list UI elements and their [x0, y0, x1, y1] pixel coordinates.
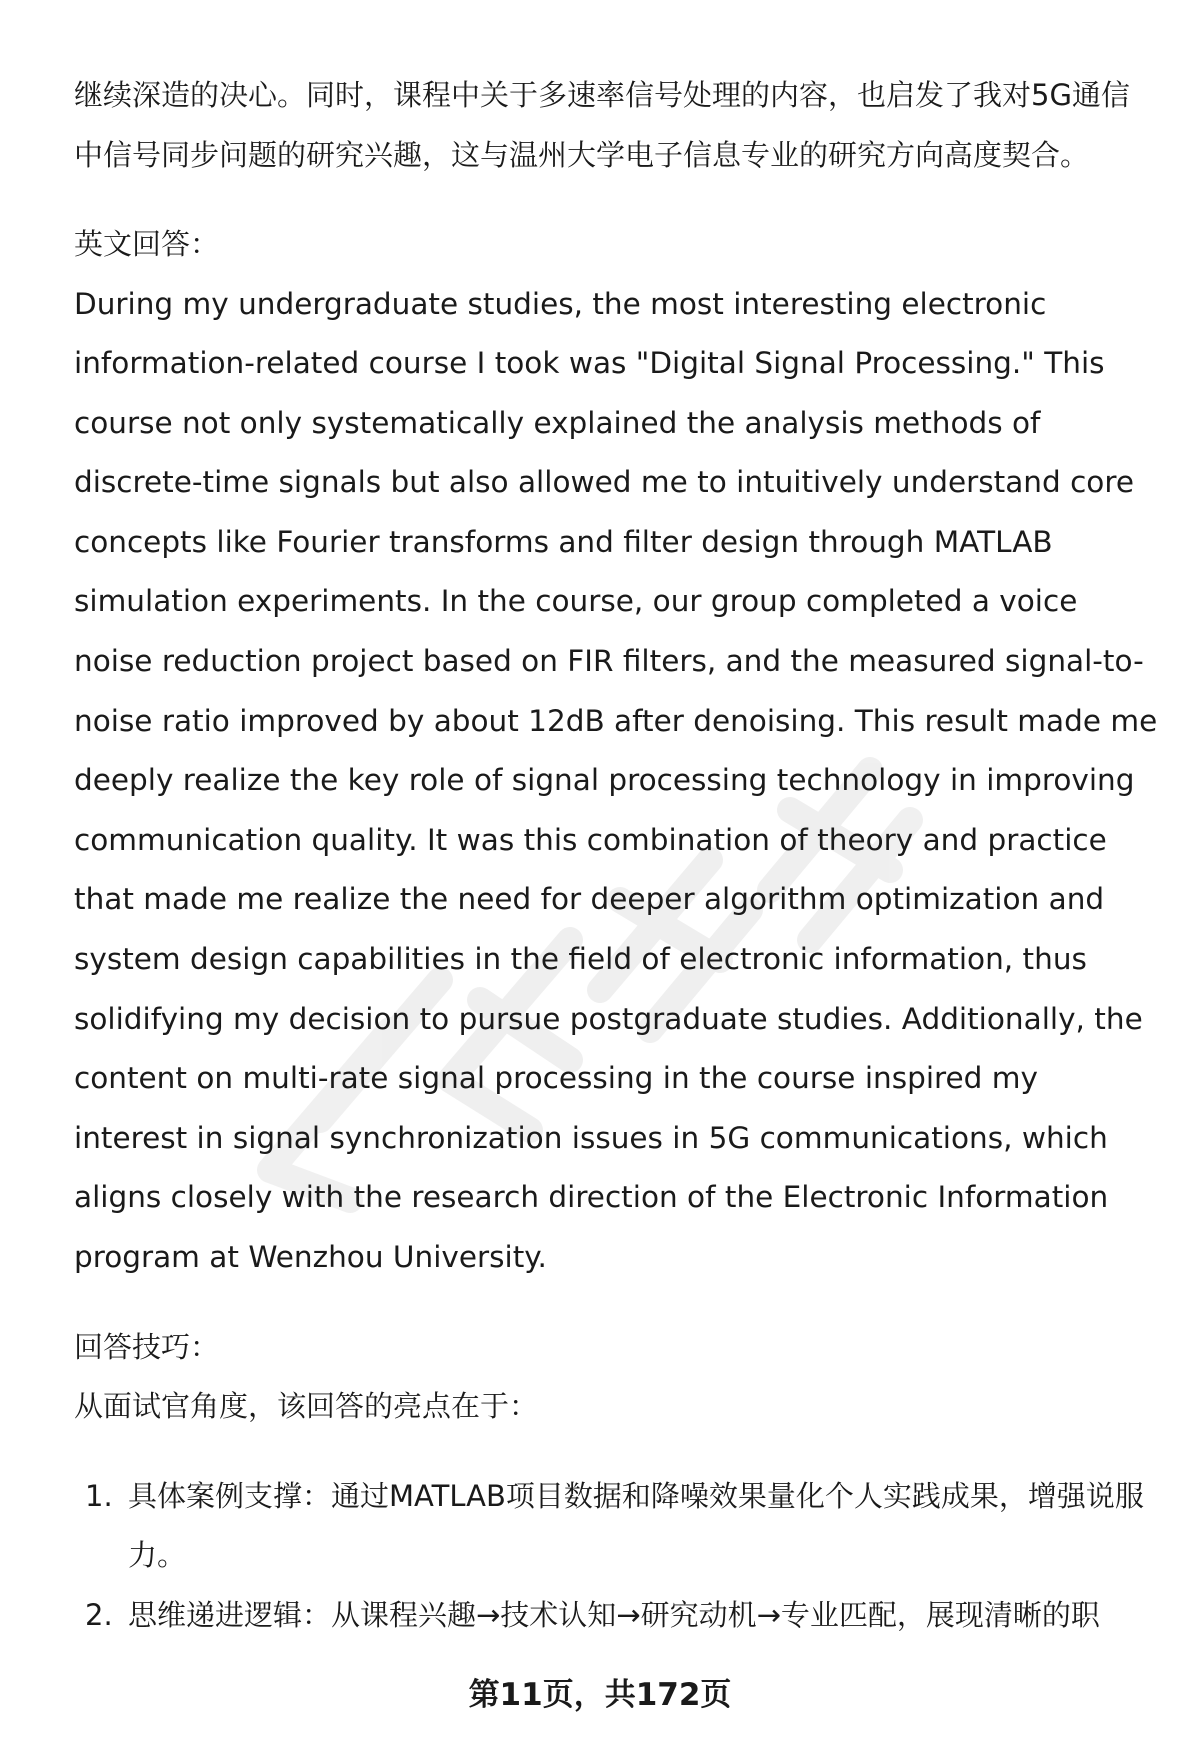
list-item-number: 1.	[85, 1478, 113, 1513]
document-body	[74, 66, 1158, 1645]
list-item-text: 思维递进逻辑：从课程兴趣→技术认知→研究动机→专业匹配，展现清晰的职	[128, 1597, 1100, 1632]
english-answer-label: 英文回答：	[74, 227, 220, 261]
page-footer: 第11页，共172页	[468, 1677, 732, 1713]
tips-label: 回答技巧：	[74, 1329, 220, 1364]
list-item-text: 具体案例支撑：通过MATLAB项目数据和降噪效果量化个人实践成果，增强说服力。	[128, 1478, 1144, 1573]
intro-paragraph: 继续深造的决心。同时，课程中关于多速率信号处理的内容，也启发了我对5G通信中信号同步问题的研究兴趣，这与温州大学电子信息专业的研究方向高度契合。	[74, 78, 1130, 172]
tips-intro: 从面试官角度，该回答的亮点在于：	[74, 1389, 539, 1424]
list-item	[74, 1586, 1154, 1646]
list-item-number: 2.	[85, 1597, 113, 1632]
english-answer-paragraph: During my undergraduate studies, the most interesting electronic information-related course I took was "Digital Signal Processing." This course not only systematically explained the analysis methods of discrete-time signals but also allowed me to intuitively understand core concepts like Fourier transforms and filter design through MATLAB simulation experiments. In the course, our group completed a voice noise reduction project based on FIR filters, and the measured signal-to-noise ratio improved by about 12dB after denoising. This result made me deeply realize the key role of signal processing technology in improving communication quality. It was this combination of theory and practice that made me realize the need for deeper algorithm optimization and system design capabilities in the field of electronic information, thus solidifying my decision to pursue postgraduate studies. Additionally, the content on multi-rate signal processing in the course inspired my interest in signal synchronization issues in 5G communications, which aligns closely with the research direction of the Electronic Information program at Wenzhou University.	[74, 286, 1158, 1274]
tips-list	[74, 1467, 1154, 1646]
list-item	[74, 1467, 1154, 1586]
